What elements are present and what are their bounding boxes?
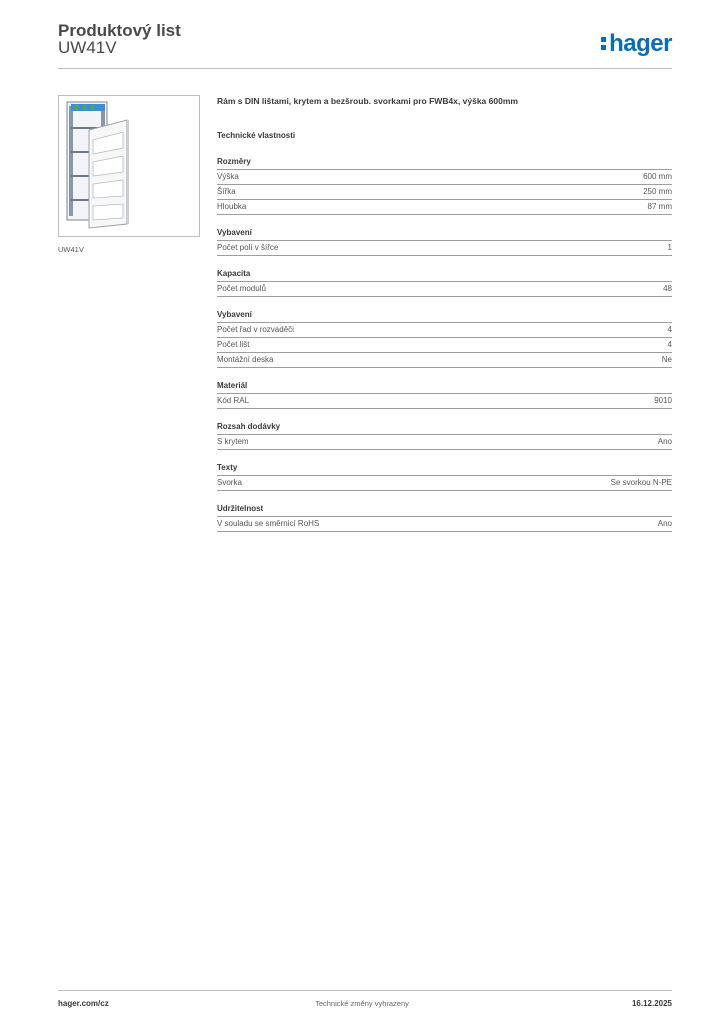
spec-row — [217, 394, 672, 409]
spec-row — [217, 185, 672, 200]
spec-label: Počet řad v rozvaděči — [217, 325, 294, 334]
spec-section — [217, 268, 672, 297]
spec-value: 87 mm — [647, 202, 672, 211]
spec-row — [217, 323, 672, 338]
header-divider — [58, 68, 672, 69]
spec-value: 9010 — [654, 396, 672, 405]
spec-section-title: Materiál — [217, 380, 672, 394]
technical-properties-heading: Technické vlastnosti — [217, 131, 296, 140]
spec-section — [217, 462, 672, 491]
spec-label: Počet modulů — [217, 284, 266, 293]
product-image — [58, 95, 200, 237]
spec-label: Montážní deska — [217, 355, 274, 364]
spec-section-title: Rozměry — [217, 156, 672, 170]
spec-section — [217, 503, 672, 532]
spec-label: V souladu se směrnicí RoHS — [217, 519, 320, 528]
footer-website: hager.com/cz — [58, 999, 109, 1008]
spec-row — [217, 338, 672, 353]
spec-value: Ne — [661, 355, 672, 364]
spec-value: 48 — [663, 284, 672, 293]
spec-value: 1 — [667, 243, 672, 252]
spec-label: Šířka — [217, 187, 236, 196]
spec-row — [217, 241, 672, 256]
hager-logo — [601, 30, 672, 58]
spec-value: 600 mm — [643, 172, 672, 181]
footer-notice: Technické změny vyhrazeny — [315, 999, 409, 1008]
spec-sections — [217, 156, 672, 532]
spec-section-title: Texty — [217, 462, 672, 476]
spec-value: Ano — [657, 437, 672, 446]
spec-value: 4 — [667, 325, 672, 334]
spec-section-title: Kapacita — [217, 268, 672, 282]
spec-row — [217, 200, 672, 215]
spec-row — [217, 435, 672, 450]
spec-label: Svorka — [217, 478, 242, 487]
spec-section-title: Udržitelnost — [217, 503, 672, 517]
spec-row — [217, 282, 672, 297]
spec-label: Kód RAL — [217, 396, 250, 405]
footer-divider — [58, 990, 672, 991]
spec-label: Počet lišt — [217, 340, 250, 349]
spec-section-title: Vybavení — [217, 227, 672, 241]
spec-row — [217, 170, 672, 185]
page-title: Produktový list — [58, 21, 181, 40]
logo-colon-mark — [601, 33, 607, 53]
footer-date: 16.12.2025 — [631, 999, 672, 1008]
product-code: UW41V — [58, 38, 117, 57]
product-details — [217, 96, 672, 532]
spec-label: S krytem — [217, 437, 249, 446]
spec-row — [217, 517, 672, 532]
image-caption: UW41V — [58, 245, 84, 254]
spec-section — [217, 421, 672, 450]
spec-section-title: Rozsah dodávky — [217, 421, 672, 435]
spec-section — [217, 309, 672, 368]
spec-value: 4 — [667, 340, 672, 349]
spec-label: Hloubka — [217, 202, 247, 211]
spec-section — [217, 156, 672, 215]
spec-section — [217, 227, 672, 256]
spec-section-title: Vybavení — [217, 309, 672, 323]
spec-label: Počet polí v šířce — [217, 243, 279, 252]
spec-value: Ano — [657, 519, 672, 528]
spec-label: Výška — [217, 172, 239, 181]
spec-value: 250 mm — [643, 187, 672, 196]
product-illustration-icon — [59, 96, 199, 236]
logo-text: hager — [609, 30, 672, 57]
spec-value: Se svorkou N-PE — [610, 478, 672, 487]
spec-section — [217, 380, 672, 409]
spec-row — [217, 353, 672, 368]
product-description: Rám s DIN lištami, krytem a bezšroub. svorkami pro FWB4x, výška 600mm — [217, 96, 518, 106]
spec-row — [217, 476, 672, 491]
